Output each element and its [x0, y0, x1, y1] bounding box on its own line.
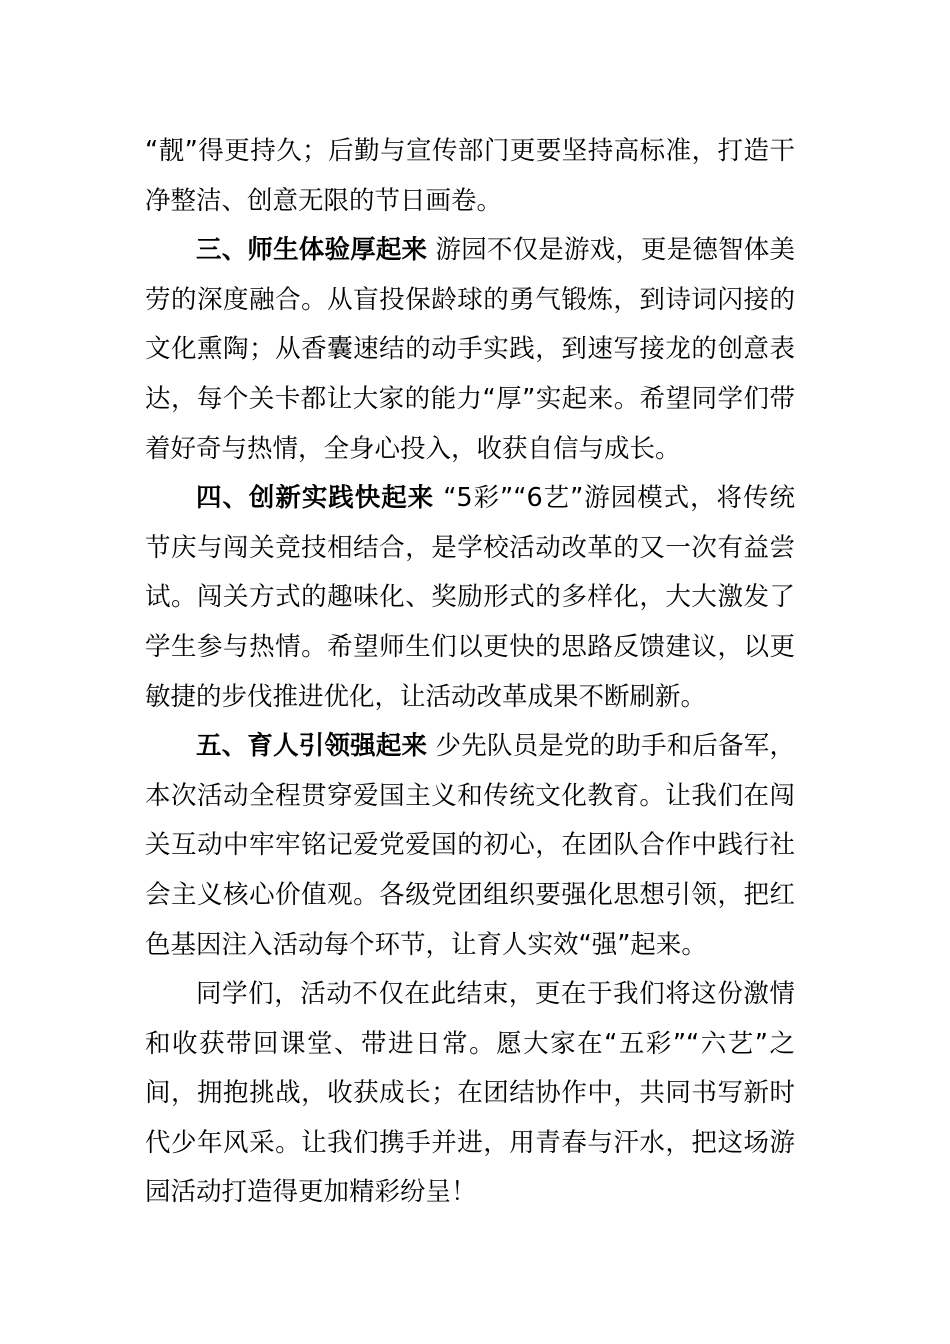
paragraph-closing	[145, 970, 795, 1218]
paragraph-text: 同学们，活动不仅在此结束，更在于我们将这份激情和收获带回课堂、带进日常。愿大家在“五彩”“六艺”之间，拥抱挑战，收获成长；在团结协作中，共同书写新时代少年风采。让我们携手并进，用青春与汗水，把这场游园活动打造得更加精彩纷呈！	[145, 979, 795, 1208]
document-body	[145, 127, 795, 1218]
section-heading: 四、创新实践快起来	[196, 483, 435, 514]
section-heading: 五、育人引领强起来	[196, 731, 428, 762]
paragraph-section-three	[145, 226, 795, 474]
paragraph-text: 游园不仅是游戏，更是德智体美劳的深度融合。从盲投保龄球的勇气锻炼，到诗词闪接的文化熏陶；从香囊速结的动手实践，到速写接龙的创意表达，每个关卡都让大家的能力“厚”实起来。希望同学们带着好奇与热情，全身心投入，收获自信与成长。	[145, 235, 795, 464]
paragraph-section-four	[145, 474, 795, 722]
paragraph-text: “5彩”“6艺”游园模式，将传统节庆与闯关竞技相结合，是学校活动改革的又一次有益尝试。闯关方式的趣味化、奖励形式的多样化，大大激发了学生参与热情。希望师生们以更快的思路反馈建议，以更敏捷的步伐推进优化，让活动改革成果不断刷新。	[145, 483, 795, 712]
paragraph-section-five	[145, 722, 795, 970]
paragraph-text: 少先队员是党的助手和后备军，本次活动全程贯穿爱国主义和传统文化教育。让我们在闯关互动中牢牢铭记爱党爱国的初心，在团队合作中践行社会主义核心价值观。各级党团组织要强化思想引领，把红色基因注入活动每个环节，让育人实效“强”起来。	[145, 731, 795, 960]
paragraph-text: “靓”得更持久；后勤与宣传部门更要坚持高标准，打造干净整洁、创意无限的节日画卷。	[145, 136, 795, 216]
paragraph-continuation	[145, 127, 795, 226]
section-heading: 三、师生体验厚起来	[196, 235, 428, 266]
